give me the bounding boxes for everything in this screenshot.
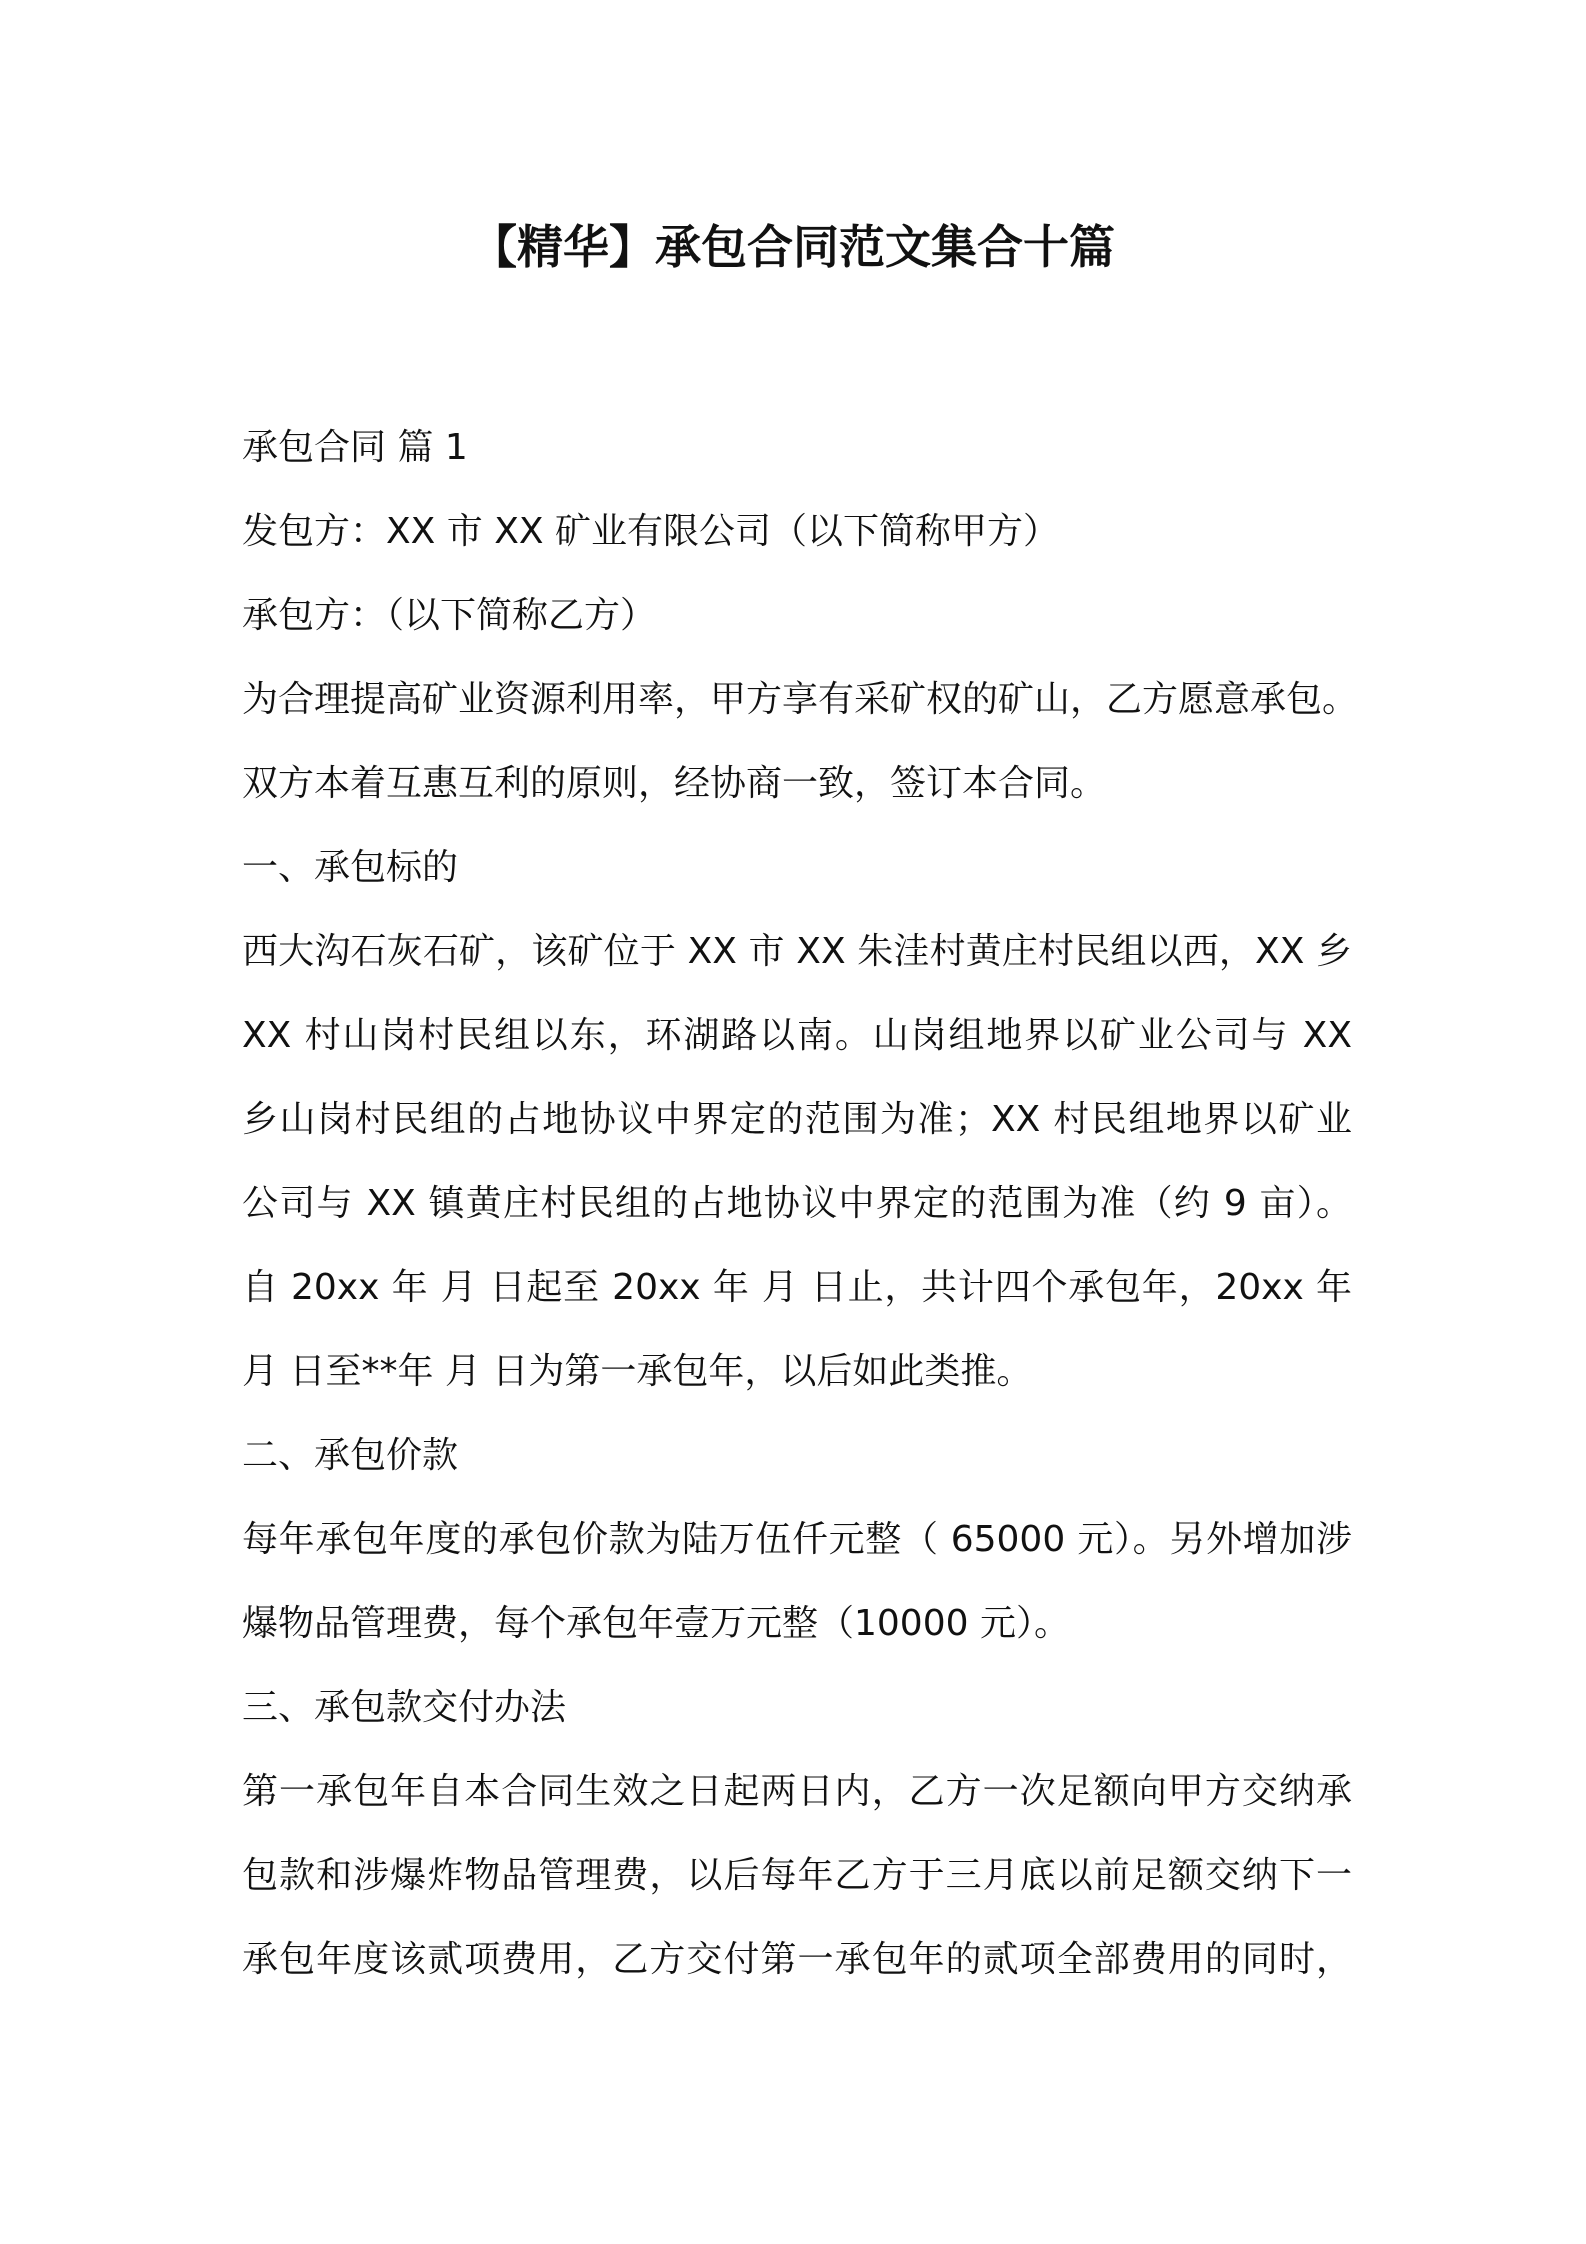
text-line: 西大沟石灰石矿，该矿位于 XX 市 XX 朱洼村黄庄村民组以西，XX 乡 — [242, 931, 1352, 972]
text-line: 自 20xx 年 月 日起至 20xx 年 月 日止，共计四个承包年，20xx 年 — [242, 1267, 1352, 1308]
document-body — [242, 406, 1359, 2002]
text-line: 月 日至**年 月 日为第一承包年，以后如此类推。 — [242, 1351, 1033, 1392]
text-line: 爆物品管理费，每个承包年壹万元整（10000 元）。 — [242, 1603, 1070, 1644]
text-line: 包款和涉爆炸物品管理费，以后每年乙方于三月底以前足额交纳下一 — [242, 1855, 1352, 1896]
text-line: 二、承包价款 — [242, 1435, 459, 1476]
text-line: 承包合同 篇 1 — [242, 427, 468, 468]
text-line: 承包年度该贰项费用，乙方交付第一承包年的贰项全部费用的同时， — [242, 1939, 1352, 1980]
text-line: 一、承包标的 — [242, 847, 459, 888]
text-line: 每年承包年度的承包价款为陆万伍仟元整（ 65000 元）。另外增加涉 — [242, 1519, 1352, 1560]
document-title: 【精华】承包合同范文集合十篇 — [471, 220, 1115, 274]
text-line: 为合理提高矿业资源利用率，甲方享有采矿权的矿山，乙方愿意承包。 — [242, 679, 1359, 720]
text-line: 发包方：XX 市 XX 矿业有限公司（以下简称甲方） — [242, 511, 1059, 552]
text-line: 三、承包款交付办法 — [242, 1687, 567, 1728]
text-line: 承包方：（以下简称乙方） — [242, 595, 657, 636]
text-line: XX 村山岗村民组以东，环湖路以南。山岗组地界以矿业公司与 XX — [242, 1015, 1352, 1056]
text-line: 第一承包年自本合同生效之日起两日内，乙方一次足额向甲方交纳承 — [242, 1771, 1352, 1812]
text-line: 乡山岗村民组的占地协议中界定的范围为准；XX 村民组地界以矿业 — [242, 1099, 1352, 1140]
text-line: 双方本着互惠互利的原则，经协商一致，签订本合同。 — [242, 763, 1107, 804]
text-line: 公司与 XX 镇黄庄村民组的占地协议中界定的范围为准（约 9 亩）。 — [242, 1183, 1352, 1224]
